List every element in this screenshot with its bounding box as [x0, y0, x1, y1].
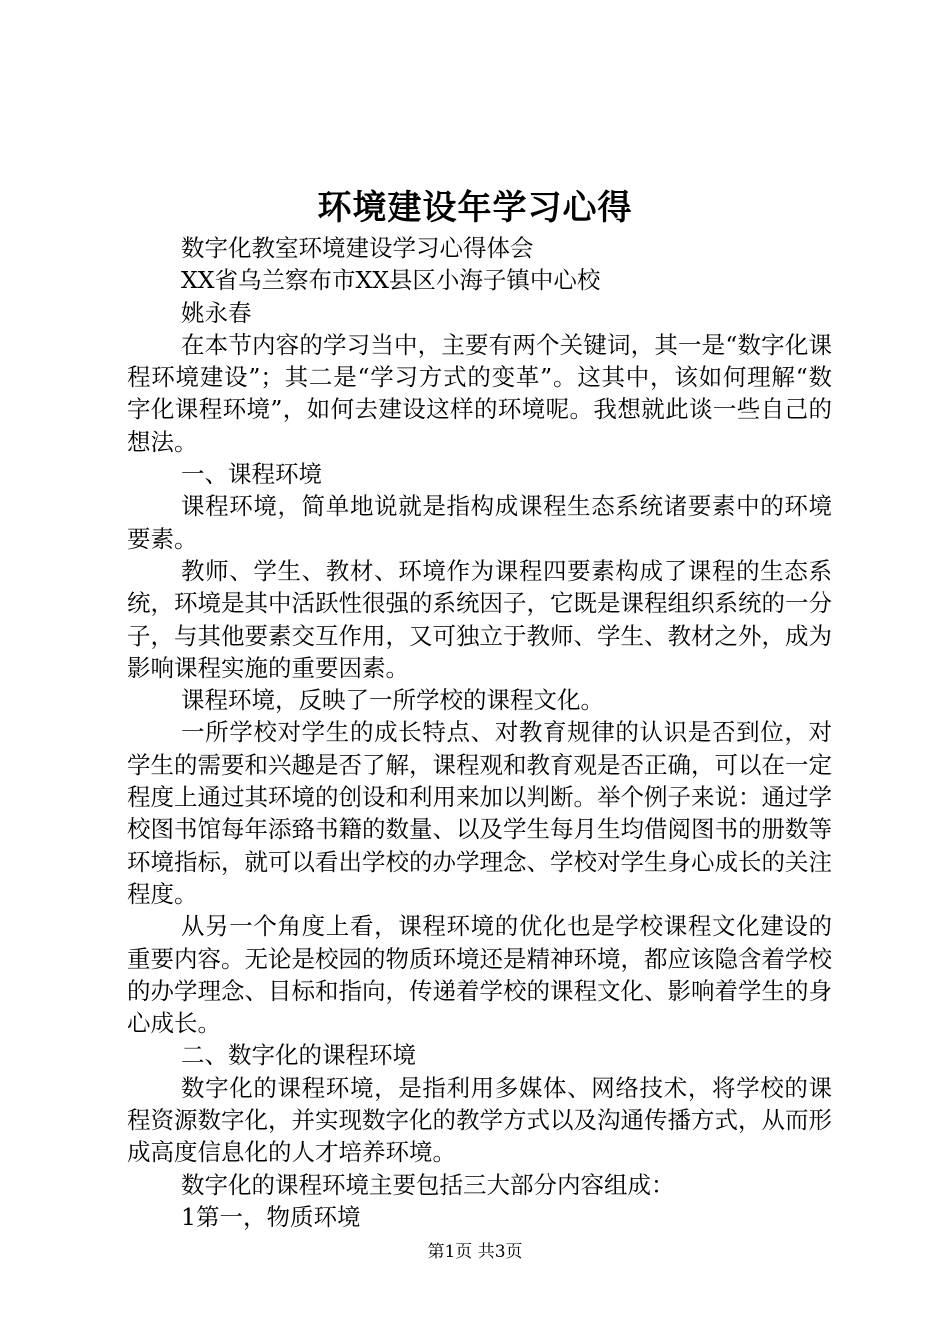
document-title: 环境建设年学习心得	[317, 188, 633, 228]
paragraph: 1第一，物质环境	[181, 1202, 361, 1231]
document-body	[127, 232, 832, 1233]
paragraph: 课程环境，简单地说就是指构成课程生态系统诸要素中的环境要素。	[127, 492, 832, 553]
paragraph-subtitle: 数字化教室环境建设学习心得体会	[181, 234, 534, 262]
paragraph: 从另一个角度上看，课程环境的优化也是学校课程文化建设的重要内容。无论是校园的物质环境还是精神环境，都应该隐含着学校的办学理念、目标和指向，传递着学校的课程文化、影响着学生的身心成长。	[127, 912, 832, 1038]
paragraph-intro: 在本节内容的学习当中，主要有两个关键词，其一是“数字化课程环境建设”；其二是“学习方式的变革”。这其中，该如何理解“数字化课程环境”，如何去建设这样的环境呢。我想就此谈一些自己的想法。	[127, 330, 832, 456]
page-footer: 第1页 共3页	[427, 1242, 523, 1262]
section-heading-1: 一、课程环境	[181, 460, 322, 489]
paragraph: 数字化的课程环境，是指利用多媒体、网络技术，将学校的课程资源数字化，并实现数字化的教学方式以及沟通传播方式，从而形成高度信息化的人才培养环境。	[127, 1073, 832, 1167]
section-heading-2: 二、数字化的课程环境	[181, 1041, 416, 1070]
paragraph: 一所学校对学生的成长特点、对教育规律的认识是否到位，对学生的需要和兴趣是否了解，课程观和教育观是否正确，可以在一定程度上通过其环境的创设和利用来加以判断。举个例子来说：通过学校图书馆每年添臵书籍的数量、以及学生每月生均借阅图书的册数等环境指标，就可以看出学校的办学理念、学校对学生身心成长的关注程度。	[127, 718, 832, 908]
paragraph: 数字化的课程环境主要包括三大部分内容组成：	[181, 1170, 675, 1199]
paragraph: 课程环境，反映了一所学校的课程文化。	[181, 686, 604, 715]
paragraph-school: XX省乌兰察布市XX县区小海子镇中心校	[181, 266, 601, 295]
paragraph: 教师、学生、教材、环境作为课程四要素构成了课程的生态系统，环境是其中活跃性很强的系统因子，它既是课程组织系统的一分子，与其他要素交互作用，又可独立于教师、学生、教材之外，成为影响课程实施的重要因素。	[127, 556, 832, 682]
paragraph-author: 姚永春	[181, 298, 252, 327]
